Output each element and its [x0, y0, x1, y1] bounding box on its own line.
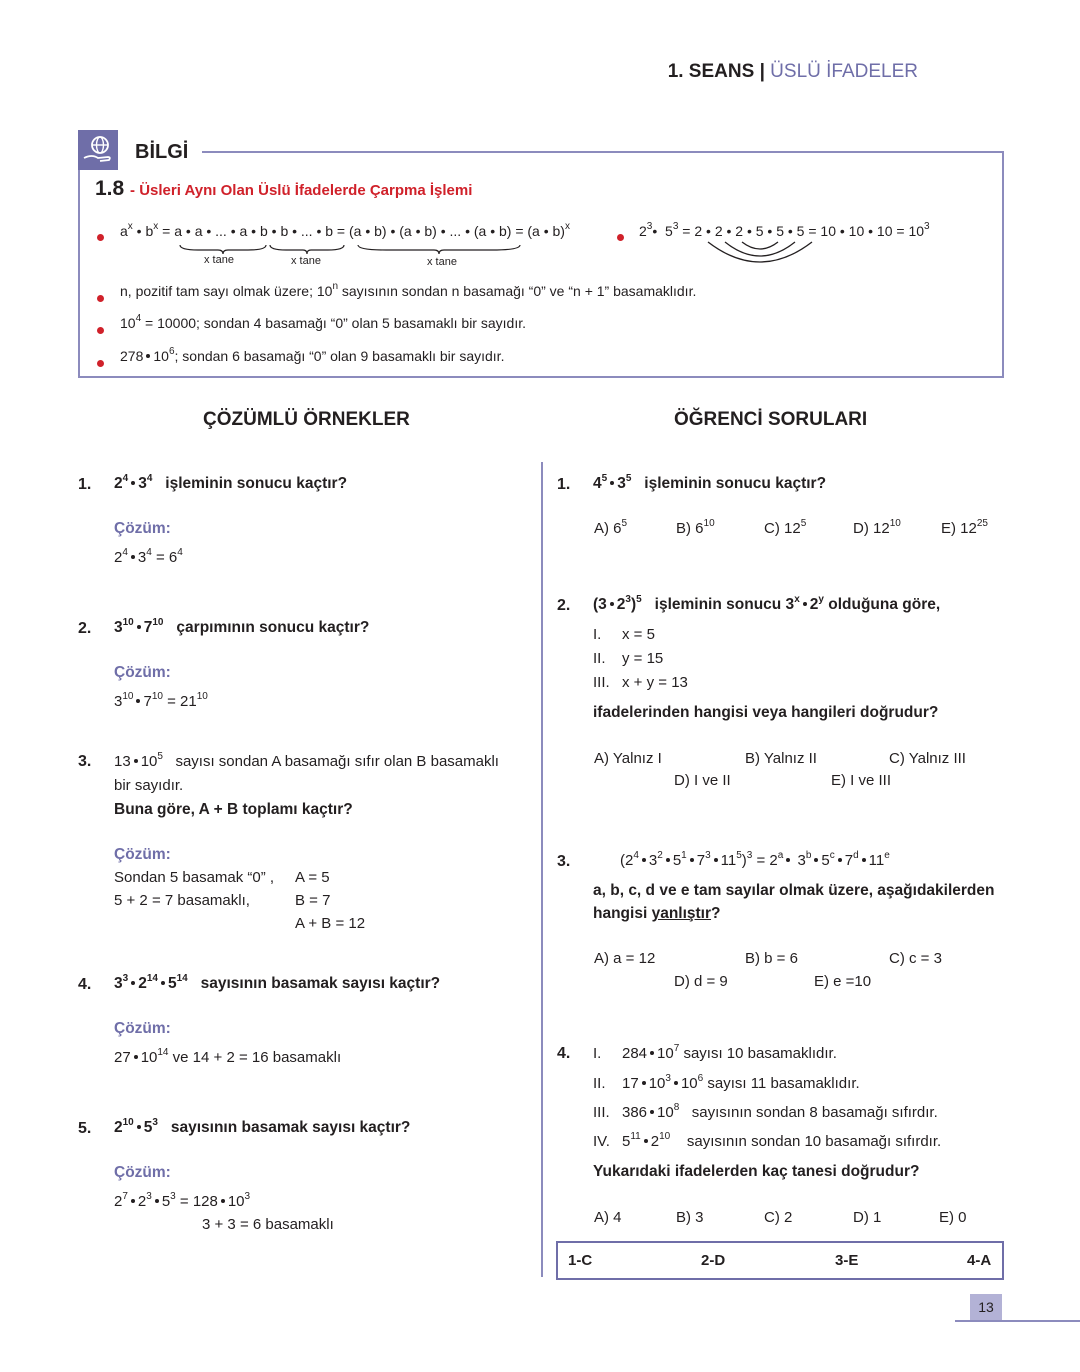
page-footer-line	[955, 1320, 1080, 1322]
topic-label: ÜSLÜ İFADELER	[770, 61, 918, 82]
student-q3-option-b[interactable]: B) b = 6	[745, 950, 798, 967]
solved-q3-line2: bir sayıdır.	[114, 777, 184, 794]
student-q3-option-d[interactable]: D) d = 9	[674, 973, 728, 990]
student-q2-roman-ii: II.	[593, 650, 606, 667]
answer-1: 1-C	[568, 1252, 593, 1269]
solved-q2-text: $3^{10}$ $7^{10}$ çarpımının sonucu kaçtır?	[114, 617, 370, 636]
rule-formula-1: $a^x$ • $b^x = a$ • a • ... • a • b • b • ... • b = (a • b) • (a • b) • ... • (a • b) = (a • b)$^x$	[120, 221, 570, 239]
student-q2-roman-iii: III.	[593, 674, 610, 691]
student-q4-stmt-iii: 386 $10^8$ sayısının sondan 8 basamağı sıfırdır.	[622, 1102, 938, 1121]
info-box-top-line	[202, 151, 1002, 153]
solved-q3-sol-1: Sondan 5 basamak “0” ,	[114, 869, 275, 886]
rule-example-2: $2^3•$ $5^3 = 2$ • 2 • 2 • 5 • 5 • 5 = 10 • 10 • $10 = 10^3$	[639, 221, 930, 239]
student-q1-option-e[interactable]: E) $12^{25}$	[941, 518, 988, 537]
solved-q5-solution-1: $2^7$ $2^3$ $5^3 = 128$ $10^3$	[114, 1191, 251, 1210]
student-q4-option-b[interactable]: B) 3	[676, 1209, 704, 1226]
brace-ab	[356, 243, 522, 255]
student-q4-number: 4.	[557, 1045, 571, 1062]
student-q4-option-d[interactable]: D) 1	[853, 1209, 882, 1226]
rule-bullet-3	[97, 289, 104, 306]
student-q2-stmt-i: x = 5	[622, 626, 655, 643]
header-separator: |	[759, 61, 765, 82]
student-q3-option-c[interactable]: C) c = 3	[889, 950, 942, 967]
solved-q3-number: 3.	[78, 753, 92, 770]
student-q3-ask-line1: a, b, c, d ve e tam sayılar olmak üzere, aşağıdakilerden	[593, 882, 995, 899]
solved-q4-solution-label: Çözüm:	[114, 1020, 171, 1037]
solved-q3-sol-3: A + B = 12	[295, 915, 366, 932]
solved-q5-number: 5.	[78, 1120, 92, 1137]
student-q4-roman-i: I.	[593, 1045, 602, 1062]
x-tane-label-3: x tane	[427, 256, 457, 268]
rule-bullet-4	[97, 321, 104, 338]
student-q4-option-a[interactable]: A) 4	[594, 1209, 622, 1226]
rule-4: $10^4 = 10000$; sondan 4 basamağı “0” olan 5 basamaklı bir sayıdır.	[120, 313, 526, 331]
solved-q2-solution-label: Çözüm:	[114, 664, 171, 681]
student-q2-text: (3 $2^3)^5$ işleminin sonucu 3$^x$ 2$^y$ olduğuna göre,	[593, 594, 941, 613]
answer-key	[556, 1241, 1004, 1280]
solved-q3-sol-1b: A = 5	[295, 869, 330, 886]
student-q4-ask: Yukarıdaki ifadelerden kaç tanesi doğrudur?	[593, 1163, 920, 1180]
solved-examples-title: ÇÖZÜMLÜ ÖRNEKLER	[203, 409, 410, 430]
solved-q5-solution-label: Çözüm:	[114, 1164, 171, 1181]
solved-q3-sol-2: 5 + 2 = 7 basamaklı,	[114, 892, 250, 909]
student-q4-stmt-i: 284 $10^7$ sayısı 10 basamaklıdır.	[622, 1043, 837, 1062]
info-number: 1.8	[95, 177, 125, 200]
student-q1-option-d[interactable]: D) $12^{10}$	[853, 518, 901, 537]
solved-q4-text: $3^3$ $2^{14}$ $5^{14}$ sayısının basamak sayısı kaçtır?	[114, 973, 441, 992]
student-questions-title: ÖĞRENCİ SORULARI	[674, 409, 868, 430]
student-q3-number: 3.	[557, 853, 571, 870]
solved-q1-number: 1.	[78, 476, 92, 493]
answer-2: 2-D	[701, 1252, 726, 1269]
x-tane-label-2: x tane	[291, 255, 321, 267]
session-label: 1. SEANS	[667, 61, 755, 82]
solved-q5-text: $2^{10}$ $5^3$ sayısının basamak sayısı kaçtır?	[114, 1117, 411, 1136]
student-q2-option-a[interactable]: A) Yalnız I	[594, 750, 662, 767]
rule-bullet-1	[97, 228, 104, 245]
student-q2-ask: ifadelerinden hangisi veya hangileri doğrudur?	[593, 704, 939, 721]
student-q1-text: $4^5$ $3^5$ işleminin sonucu kaçtır?	[593, 473, 827, 492]
globe-hand-icon	[78, 130, 118, 170]
student-q2-number: 2.	[557, 597, 571, 614]
student-q4-stmt-iv: $5^{11}$ $2^{10}$ sayısının sondan 10 basamağı sıfırdır.	[622, 1131, 942, 1150]
info-label: BİLGİ	[135, 141, 189, 163]
rule-bullet-5	[97, 354, 104, 371]
student-q2-option-d[interactable]: D) I ve II	[674, 772, 731, 789]
solved-q5-solution-2: 3 + 3 = 6 basamaklı	[202, 1216, 334, 1233]
rule-bullet-2	[617, 228, 624, 245]
student-q4-roman-iii: III.	[593, 1104, 610, 1121]
solved-q2-number: 2.	[78, 620, 92, 637]
info-title-text: - Üsleri Aynı Olan Üslü İfadelerde Çarpma İşlemi	[130, 182, 473, 199]
student-q3-equation: ($2^4$ $3^2$ $5^1$ $7^3$ $11^5)^3 = 2^a$ 3$^b$ 5$^c$ 7$^d$ 11e	[620, 850, 890, 869]
student-q2-stmt-ii: y = 15	[622, 650, 664, 667]
student-q1-option-a[interactable]: A) $6^5$	[594, 518, 628, 537]
rule-5: 278 $10^6$; sondan 6 basamağı “0” olan 9 basamaklı bir sayıdır.	[120, 346, 505, 364]
student-q3-option-e[interactable]: E) e =10	[814, 973, 872, 990]
solved-q1-solution: $2^4$ $3^4 = 6^4$	[114, 547, 183, 566]
student-q4-option-e[interactable]: E) 0	[939, 1209, 967, 1226]
solved-q3-line3: Buna göre, A + B toplamı kaçtır?	[114, 801, 353, 818]
student-q2-option-b[interactable]: B) Yalnız II	[745, 750, 817, 767]
solved-q3-sol-2b: B = 7	[295, 892, 331, 909]
column-divider	[541, 462, 543, 1277]
student-q2-option-c[interactable]: C) Yalnız III	[889, 750, 966, 767]
student-q2-option-e[interactable]: E) I ve III	[831, 772, 892, 789]
student-q4-option-c[interactable]: C) 2	[764, 1209, 793, 1226]
answer-3: 3-E	[835, 1252, 859, 1269]
student-q1-option-c[interactable]: C) $12^5$	[764, 518, 807, 537]
brace-b	[268, 243, 348, 255]
page-number: 13	[970, 1294, 1002, 1320]
student-q1-option-b[interactable]: B) $6^{10}$	[676, 518, 715, 537]
student-q3-ask-line2: hangisi yanlıştır?	[593, 905, 721, 922]
student-q3-option-a[interactable]: A) a = 12	[594, 950, 656, 967]
solved-q1-text: $2^4$ $3^4$ işleminin sonucu kaçtır?	[114, 473, 348, 492]
info-title	[95, 177, 472, 201]
solved-q4-number: 4.	[78, 976, 92, 993]
solved-q1-solution-label: Çözüm:	[114, 520, 171, 537]
pairing-arcs	[700, 240, 825, 268]
student-q2-roman-i: I.	[593, 626, 602, 643]
student-q1-number: 1.	[557, 476, 571, 493]
solved-q3-line1: 13 $10^5$ sayısı sondan A basamağı sıfır olan B basamaklı	[114, 751, 499, 770]
student-q4-roman-iv: IV.	[593, 1133, 610, 1150]
solved-q4-solution: 27 $10^{14}$ ve 14 + 2 = 16 basamaklı	[114, 1047, 342, 1066]
rule-3: n, pozitif tam sayı olmak üzere; 10$^n$ sayısının sondan n basamağı “0” ve “n + 1” basamaklıdır.	[120, 281, 697, 299]
solved-q3-solution-label: Çözüm:	[114, 846, 171, 863]
x-tane-label-1: x tane	[204, 254, 234, 266]
solved-q2-solution: $3^{10}$ $7^{10} = 21^{10}$	[114, 691, 208, 710]
student-q2-stmt-iii: x + y = 13	[622, 674, 688, 691]
page-header	[668, 61, 918, 83]
answer-4: 4-A	[967, 1252, 992, 1269]
student-q4-roman-ii: II.	[593, 1075, 606, 1092]
student-q4-stmt-ii: 17 $10^3$ $10^6$ sayısı 11 basamaklıdır.	[622, 1073, 860, 1092]
